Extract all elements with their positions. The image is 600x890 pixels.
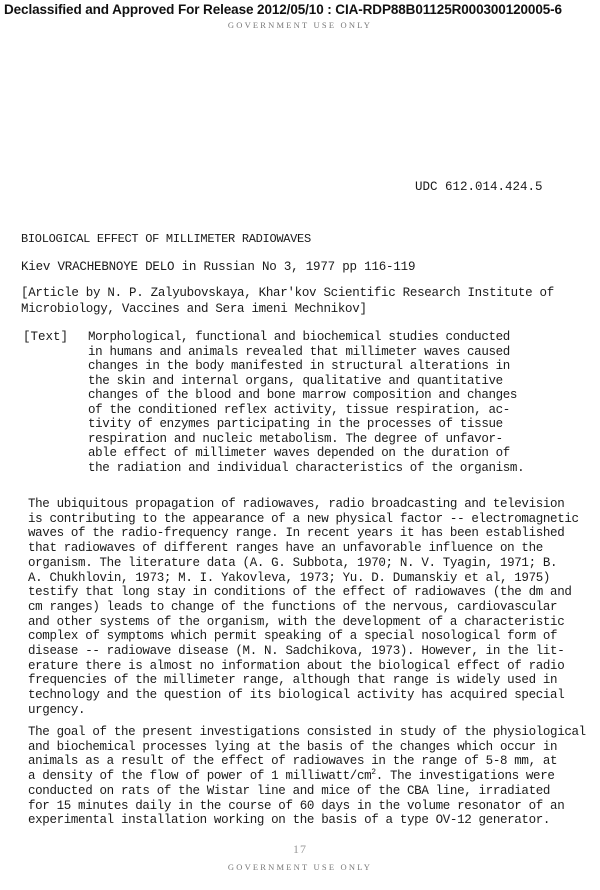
paragraph-line: disease -- radiowave disease (M. N. Sadchikova, 1973). However, in the lit- xyxy=(28,644,565,659)
paragraph-line: The goal of the present investigations consisted in study of the physiological xyxy=(28,725,586,739)
paragraph-line: testify that long stay in conditions of the effect of radiowaves (the dm and xyxy=(28,585,572,600)
paragraph-line: erature there is almost no information about the biological effect of radio xyxy=(28,658,565,673)
paragraph-line: conducted on rats of the Wistar line and mice of the CBA line, irradiated xyxy=(28,783,551,798)
article-source: Kiev VRACHEBNOYE DELO in Russian No 3, 1977 pp 116-119 xyxy=(21,260,416,274)
paragraph-line: waves of the radio-frequency range. In recent years it has been established xyxy=(28,526,565,541)
body-paragraph-2 xyxy=(28,725,593,828)
paragraph-line: for 15 minutes daily in the course of 60 days in the volume resonator of an xyxy=(28,798,565,813)
abstract-line: of the conditioned reflex activity, tissue respiration, ac- xyxy=(88,402,510,417)
paragraph-line: that radiowaves of different ranges have an unfavorable influence on the xyxy=(28,541,543,556)
article-title: BIOLOGICAL EFFECT OF MILLIMETER RADIOWAVES xyxy=(21,232,311,246)
paragraph-line-start: a density of the flow of power of 1 milliwatt/cm xyxy=(28,769,372,784)
abstract-line: the radiation and individual characteristics of the organism. xyxy=(88,460,525,475)
classification-stamp-top: GOVERNMENT USE ONLY xyxy=(227,20,373,30)
paragraph-line: frequencies of the millimeter range, although that range is widely used in xyxy=(28,673,558,688)
abstract-line: in humans and animals revealed that millimeter waves caused xyxy=(88,344,510,359)
paragraph-line: is contributing to the appearance of a new physical factor -- electromagnetic xyxy=(28,511,579,526)
paragraph-line: A. Chukhlovin, 1973; M. I. Yakovleva, 1973; Yu. D. Dumanskiy et al, 1975) xyxy=(28,570,551,585)
abstract-line: Morphological, functional and biochemical studies conducted xyxy=(88,330,510,344)
abstract-line: the skin and internal organs, qualitative and quantitative xyxy=(88,373,503,388)
paragraph-line: technology and the question of its biological activity has acquired special xyxy=(28,688,565,703)
abstract-line: tivity of enzymes participating in the processes of tissue xyxy=(88,417,503,431)
paragraph-line: cm ranges) leads to change of the functions of the nervous, cardiovascular xyxy=(28,599,558,614)
byline-line: [Article by N. P. Zalyubovskaya, Khar'kov Scientific Research Institute of xyxy=(21,286,554,300)
classification-stamp-bottom: GOVERNMENT USE ONLY xyxy=(227,862,373,872)
abstract-text xyxy=(88,330,588,475)
abstract-line: respiration and nucleic metabolism. The degree of unfavor- xyxy=(88,431,503,446)
paragraph-line-with-superscript xyxy=(28,769,593,784)
paragraph-line-end: . The investigations were xyxy=(375,769,555,784)
abstract-line: changes in the body manifested in structural alterations in xyxy=(88,359,510,373)
byline-line: Microbiology, Vaccines and Sera imeni Mechnikov] xyxy=(21,302,367,316)
paragraph-line: complex of symptoms which permit speaking of a special nosological form of xyxy=(28,629,558,644)
abstract-line: able effect of millimeter waves depended on the duration of xyxy=(88,446,510,460)
paragraph-line: organism. The literature data (A. G. Subbota, 1970; N. V. Tyagin, 1971; B. xyxy=(28,555,558,570)
body-paragraph-1 xyxy=(28,497,593,718)
article-byline xyxy=(21,285,581,317)
udc-code: UDC 612.014.424.5 xyxy=(415,180,543,194)
paragraph-line: animals as a result of the effect of radiowaves in the range of 5-8 mm, at xyxy=(28,754,558,769)
abstract-label: [Text] xyxy=(23,330,69,344)
paragraph-line: and other systems of the organism, with the development of a characteristic xyxy=(28,614,565,629)
page-number: 17 xyxy=(293,842,307,856)
paragraph-line: experimental installation working on the basis of a type OV-12 generator. xyxy=(28,813,551,828)
paragraph-line: urgency. xyxy=(28,702,86,717)
release-header: Declassified and Approved For Release 2012/05/10 : CIA-RDP88B01125R000300120005-6 xyxy=(4,2,562,17)
abstract-line: changes of the blood and bone marrow composition and changes xyxy=(88,388,518,402)
superscript-exponent: 2 xyxy=(371,767,376,777)
paragraph-line: and biochemical processes lying at the basis of the changes which occur in xyxy=(28,739,558,754)
paragraph-line: The ubiquitous propagation of radiowaves, radio broadcasting and television xyxy=(28,497,565,511)
